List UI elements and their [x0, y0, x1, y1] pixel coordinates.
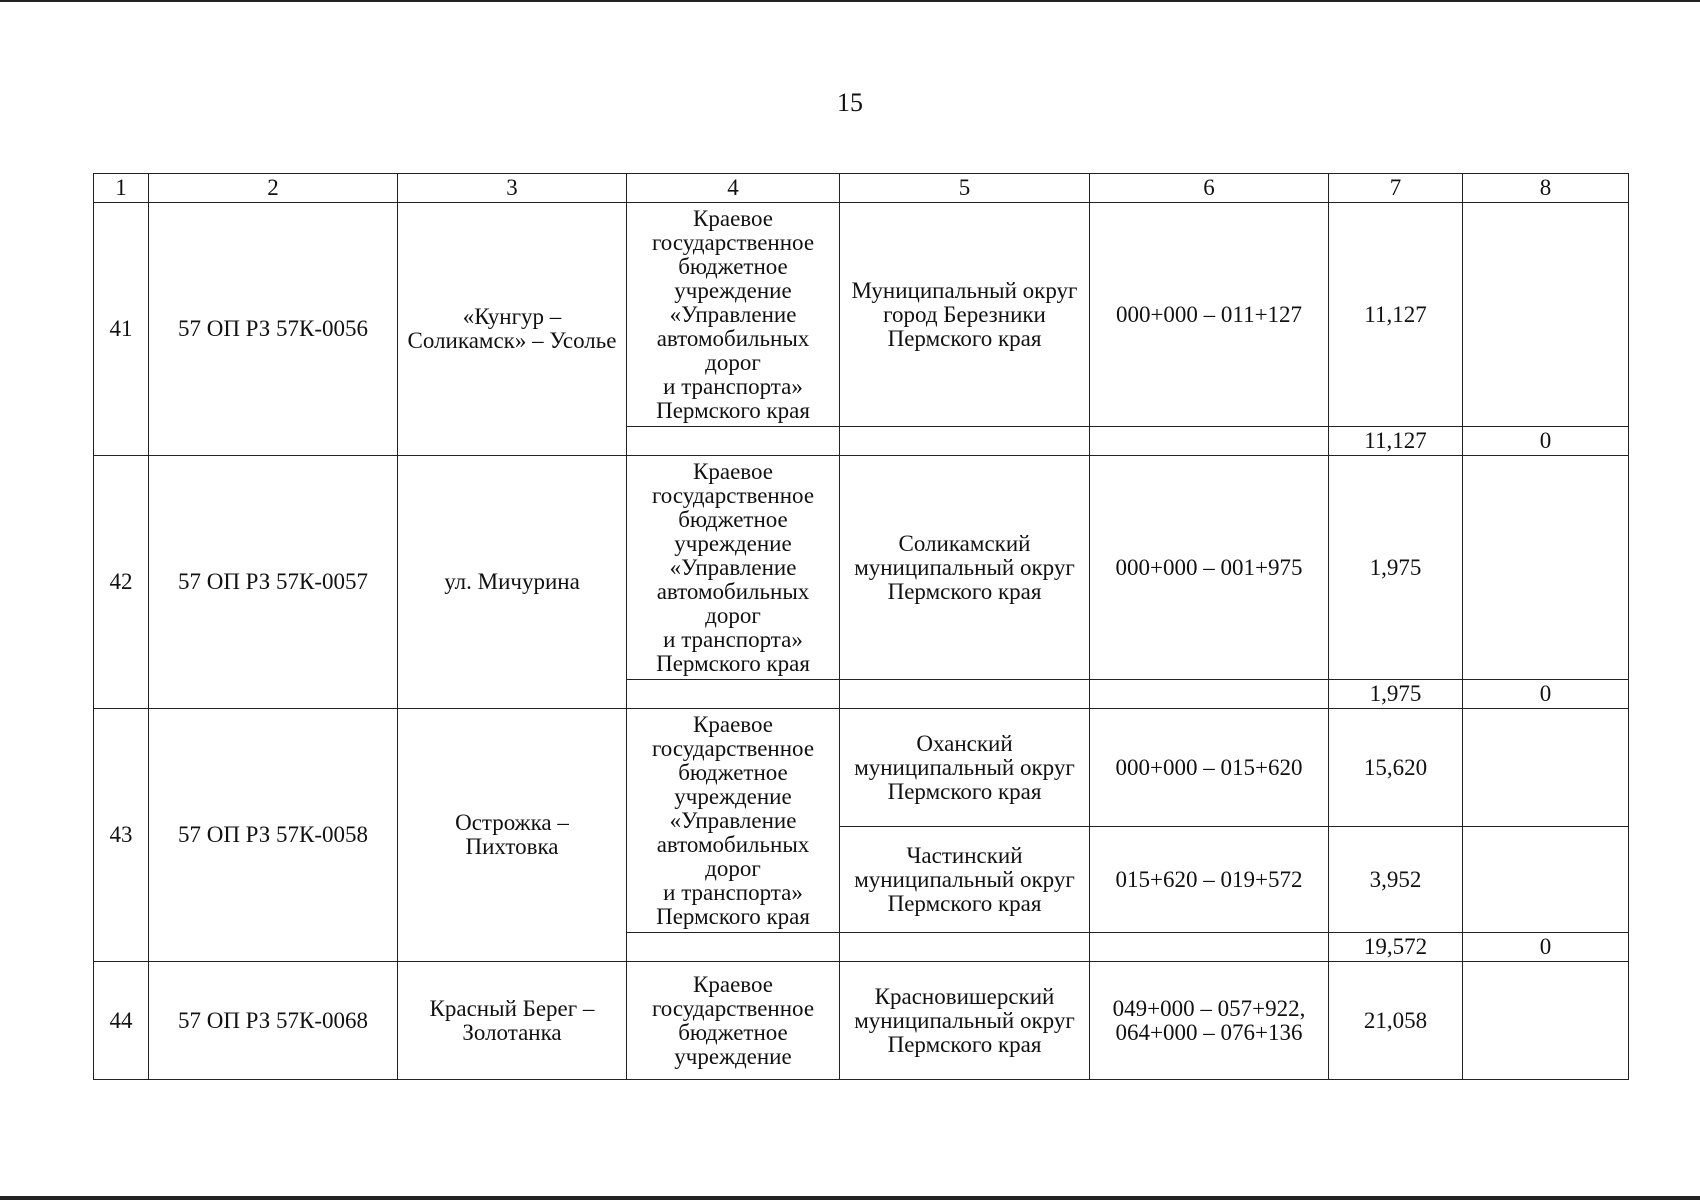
segment-length: 11,127	[1329, 203, 1463, 427]
segment-length: 21,058	[1329, 962, 1463, 1080]
subtotal-empty	[1090, 680, 1329, 709]
road-name: Острожка – Пихтовка	[398, 709, 627, 962]
table-row	[94, 203, 1629, 427]
column-number: 3	[398, 174, 627, 203]
subtotal-empty	[1090, 933, 1329, 962]
subtotal-column-8: 0	[1463, 427, 1629, 456]
subtotal-empty	[840, 933, 1090, 962]
page-number: 15	[837, 88, 863, 117]
km-range: 000+000 – 015+620	[1090, 709, 1329, 827]
row-number: 41	[94, 203, 149, 456]
road-code: 57 ОП РЗ 57К-0058	[149, 709, 398, 962]
subtotal-column-8: 0	[1463, 680, 1629, 709]
subtotal-empty	[1090, 427, 1329, 456]
subtotal-empty	[840, 427, 1090, 456]
column-8-value	[1463, 456, 1629, 680]
table-row	[94, 709, 1629, 827]
owner-organization: Краевое государственное бюджетное учреждение «Управление автомобильных дорог и транспорта» Пермского края	[627, 456, 840, 680]
table-row	[94, 962, 1629, 1080]
municipality: Оханский муниципальный округ Пермского края	[840, 709, 1090, 827]
subtotal-empty	[627, 680, 840, 709]
row-number: 44	[94, 962, 149, 1080]
segment-length: 3,952	[1329, 827, 1463, 933]
road-name: «Кунгур – Соликамск» – Усолье	[398, 203, 627, 456]
column-number-row	[94, 174, 1629, 203]
column-number: 8	[1463, 174, 1629, 203]
segment-length: 15,620	[1329, 709, 1463, 827]
column-8-value	[1463, 827, 1629, 933]
km-range: 015+620 – 019+572	[1090, 827, 1329, 933]
municipality: Муниципальный округ город Березники Пермского края	[840, 203, 1090, 427]
subtotal-length: 11,127	[1329, 427, 1463, 456]
column-number: 2	[149, 174, 398, 203]
column-8-value	[1463, 203, 1629, 427]
row-number: 43	[94, 709, 149, 962]
subtotal-length: 19,572	[1329, 933, 1463, 962]
road-name: Красный Берег – Золотанка	[398, 962, 627, 1080]
municipality: Частинский муниципальный округ Пермского края	[840, 827, 1090, 933]
road-name: ул. Мичурина	[398, 456, 627, 709]
scan-top-edge	[0, 0, 1700, 2]
road-register-table	[93, 173, 1629, 1080]
subtotal-empty	[840, 680, 1090, 709]
subtotal-empty	[627, 933, 840, 962]
road-code: 57 ОП РЗ 57К-0056	[149, 203, 398, 456]
column-number: 5	[840, 174, 1090, 203]
road-code: 57 ОП РЗ 57К-0057	[149, 456, 398, 709]
column-number: 6	[1090, 174, 1329, 203]
column-number: 7	[1329, 174, 1463, 203]
subtotal-column-8: 0	[1463, 933, 1629, 962]
subtotal-length: 1,975	[1329, 680, 1463, 709]
row-number: 42	[94, 456, 149, 709]
km-range: 000+000 – 011+127	[1090, 203, 1329, 427]
km-range: 000+000 – 001+975	[1090, 456, 1329, 680]
owner-organization: Краевое государственное бюджетное учреждение «Управление автомобильных дорог и транспорта» Пермского края	[627, 203, 840, 427]
subtotal-empty	[627, 427, 840, 456]
column-number: 4	[627, 174, 840, 203]
scan-bottom-edge	[0, 1196, 1700, 1200]
owner-organization: Краевое государственное бюджетное учреждение	[627, 962, 840, 1080]
column-8-value	[1463, 962, 1629, 1080]
table-row	[94, 456, 1629, 680]
segment-length: 1,975	[1329, 456, 1463, 680]
km-range: 049+000 – 057+922, 064+000 – 076+136	[1090, 962, 1329, 1080]
owner-organization: Краевое государственное бюджетное учреждение «Управление автомобильных дорог и транспорта» Пермского края	[627, 709, 840, 933]
road-code: 57 ОП РЗ 57К-0068	[149, 962, 398, 1080]
column-8-value	[1463, 709, 1629, 827]
municipality: Соликамский муниципальный округ Пермского края	[840, 456, 1090, 680]
municipality: Красновишерский муниципальный округ Пермского края	[840, 962, 1090, 1080]
column-number: 1	[94, 174, 149, 203]
